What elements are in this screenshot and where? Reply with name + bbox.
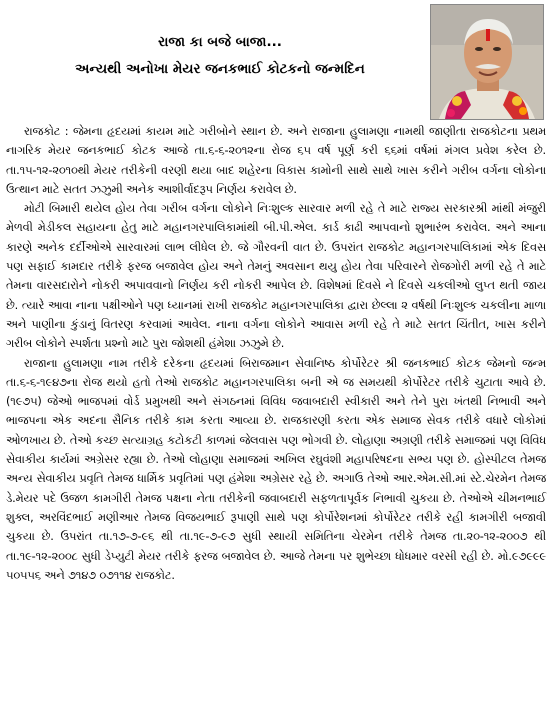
paragraph-1: રાજકોટ : જેમના હૃદયમાં કાયમ માટે ગરીબોને સ્થાન છે. અને રાજાના હુલામણા નામથી જાણીતા રાજકોટના પ્રથમ નાગરિક મેયર જનકભાઈ કોટક આજે તા.૬-૬-૨૦૧૨ના રોજ ૬૫ વર્ષ પૂર્ણ કરી ૬૬માં વર્ષમાં મંગલ પ્રવેશ કરેલ છે. તા.૧૫-૧૨-૨૦૧૦થી મેયર તરીકેની વરણી થયા બાદ શહેરના વિકાસ કામોની સાથે સાથે ખાસ કરીને ગરીબ વર્ગના લોકોના ઉત્થાન માટે સતત ઝઝુમી અનેક આશીર્વાદરૂપ નિર્ણય કરાવેલ છે. (6, 125, 546, 196)
paragraph-2: મોટી બિમારી થયેલ હોય તેવા ગરીબ વર્ગના લોકોને નિઃશુલ્ક સારવાર મળી રહે તે માટે રાજ્ય સરકારશ્રી માંથી મંજુરી મેળવી મેડીકલ સહાયના હેતુ માટે મહાનગરપાલિકામાંથી બી.પી.એલ. કાર્ડ કાઢી આપવાનો શુભારંભ કરાવેલ. અને આના કારણે અનેક દર્દીઓએ સારવારમાં લાભ લીધેલ છે. જે ગૌરવની વાત છે. ઉપરાંત રાજકોટ મહાનગરપાલિકામાં એક દિવસ પણ સફાઈ કામદાર તરીકે ફરજ બજાવેલ હોય અને તેમનું અવસાન થયુ હોય તેવા પરિવારને રોજગોરી મળી રહે તે માટે તેમના વારસદારોને નોકરી અપાવવાનો નિર્ણય કરી નોકરી આપેલ છે. વિશેષમાં દિવસે ને દિવસે ચકલીઓ લુપ્ત થતી જાય છે. ત્યારે આવા નાના પક્ષીઓને પણ ધ્યાનમાં રાખી રાજકોટ મહાનગરપાલિકા દ્વારા છેલ્લા ૨ વર્ષથી નિઃશુલ્ક ચકલીના માળા અને પાણીના કુંડાનું વિતરણ કરવામાં આવેલ. નાના વર્ગના લોકોને આવાસ મળી રહે તે માટે સતત ચિંતીત, ખાસ કરીને ગરીબ લોકોને સ્પર્શતા પ્રશ્નો માટે પુરા જોશથી હંમેશા ઝઝુમે છે. (6, 202, 546, 351)
headline-line-2: અન્યથી અનોખા મેયર જનકભાઈ કોટકનો જન્મદિન (75, 61, 365, 77)
portrait-photo-icon (431, 5, 543, 119)
article-header (0, 0, 550, 122)
paragraph-3: રાજાના હુલામણા નામ તરીકે દરેકના હૃદયમાં બિરાજમાન સેવાનિષ્ઠ કોર્પોરેટર શ્રી જનકભાઈ કોટક જેમનો જન્મ તા.૬-૬-૧૯૪૭ના રોજ થયો હતો તેઓ રાજકોટ મહાનગરપાલિકા બની એ જ સમયથી કોર્પોરેટર તરીકે ચુટાતા આવે છે. (૧૯૭૫) જેઓ ભાજપમાં વોર્ડ પ્રમુખથી અને સંગઠનમાં વિવિધ જવાબદારી સ્વીકારી અને તેને પુરા ખંતથી નિભાવી અને ભાજપના એક અદના સૈનિક તરીકે કામ કરતા આવ્યા છે. રાજકારણી કરતા એક સમાજ સેવક તરીકે વધારે લોકોમાં ઓળખાય છે. તેઓ કચ્છ સત્યાગ્રહ કટોકટી કાળમાં જેલવાસ પણ ભોગવી છે. લોહાણા અગ્રણી તરીકે સમાજમાં પણ વિવિધ સેવાકીય કાર્યમાં અગ્રેસર રહ્યા છે. તેઓ લોહાણા સમાજમાં અખિલ રઘુવંશી મહાપરિષદના સભ્ય પણ છે. હોસ્પીટલ તેમજ અન્ય સેવાકીય પ્રવૃતિ તેમજ ધાર્મિક પ્રવૃતિમાં પણ હંમેશા અગ્રેસર રહે છે. અગાઉ તેઓ આર.એમ.સી.માં સ્ટે.ચેરમેન તેમજ ડે.મેયર પદે ઉજળ કામગીરી તેમજ પક્ષના નેતા તરીકેની જવાબદારી સફળતાપૂર્વક નિભાવી ચુકયા છે. તેઓએ ચીમનભાઈ શુક્લ, અરવિંદભાઈ મણીઆર તેમજ વિજયભાઈ રૂપાણી સાથે પણ કોર્પોરેશનમાં કોર્પોરેટર તરીકે રહી કામગીરી બજાવી ચુકયા છે. ઉપરાંત તા.૧૭-૭-૯૬ થી તા.૧૯-૭-૯૭ સુધી સ્થાયી સમિતિના ચેરમેન તરીકે તેમજ તા.૨૦-૧૨-૨૦૦૭ થી તા.૧૯-૧૨-૨૦૦૮ સુધી ડેપ્યુટી મેયર તરીકે ફરજ બજાવેલ છે. આજે તેમના પર શુભેચ્છા ધોધમાર વરસી રહી છે. મો.૯૭૯૯૯ ૫૦૫૫૬ અને ૭૧૪૭ ૦૭૧૧૪ રાજકોટ. (6, 356, 546, 582)
portrait-photo (430, 4, 544, 120)
article-body (6, 122, 546, 585)
headline-line-1: રાજા કા બજે બાજા... (158, 34, 282, 50)
